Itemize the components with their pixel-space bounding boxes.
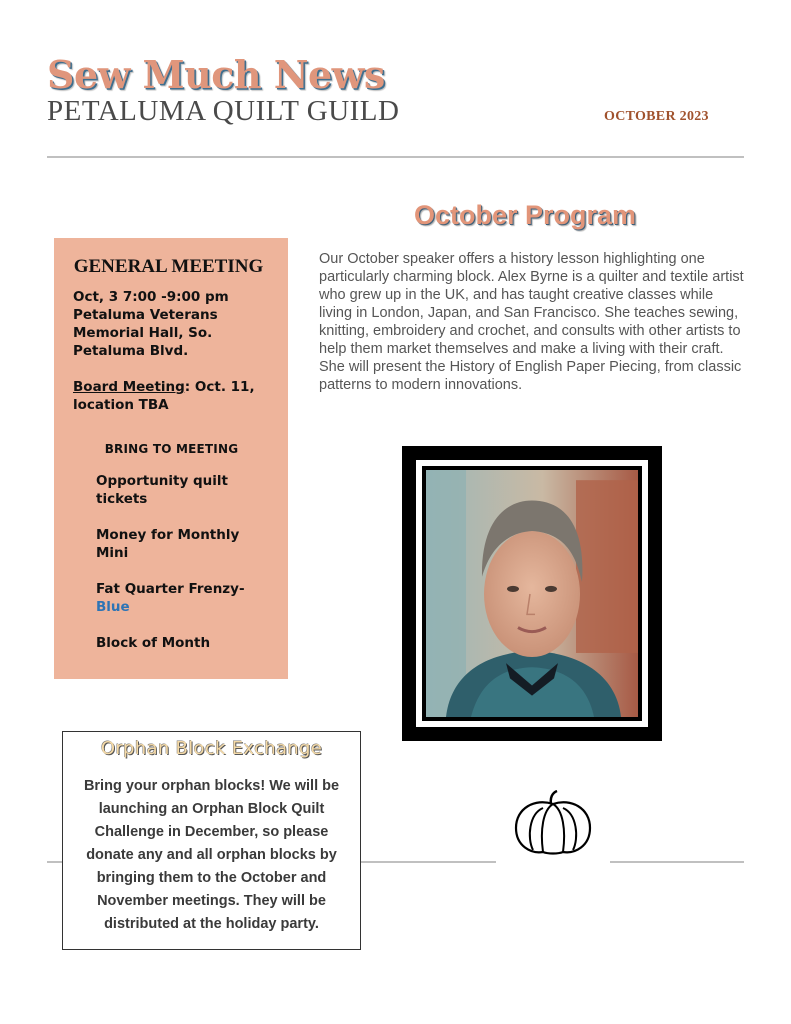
bring-list	[96, 472, 270, 652]
issue-date: OCTOBER 2023	[604, 109, 709, 124]
pumpkin-icon	[513, 790, 593, 856]
newsletter-title: Sew Much News	[47, 52, 385, 97]
board-meeting-label: Board Meeting	[73, 379, 185, 395]
orphan-block-description: Bring your orphan blocks! We will be launching an Orphan Block Quilt Challenge in December, so please donate any and all orphan blocks by bringing them to the October and November meetings. They will be distributed at the holiday party.	[83, 778, 340, 932]
header-divider	[47, 156, 744, 158]
footer-divider-left	[47, 861, 62, 863]
board-meeting-info	[73, 378, 270, 414]
general-meeting-heading: GENERAL MEETING	[73, 256, 264, 277]
orphan-block-heading: Orphan Block Exchange	[100, 738, 323, 759]
fat-quarter-label: Fat Quarter Frenzy-	[96, 581, 245, 597]
orphan-block-exchange-box	[62, 731, 361, 950]
meeting-time-location: Oct, 3 7:00 -9:00 pm Petaluma Veterans Memorial Hall, So. Petaluma Blvd.	[73, 289, 229, 359]
list-item: Block of Month	[96, 635, 211, 651]
speaker-portrait	[426, 470, 638, 717]
bring-to-meeting-heading: BRING TO MEETING	[104, 442, 239, 456]
list-item	[96, 580, 270, 616]
footer-divider-middle	[361, 861, 496, 863]
guild-name: PETALUMA QUILT GUILD	[47, 95, 400, 127]
speaker-photo-frame	[402, 446, 662, 741]
program-heading: October Program	[414, 200, 637, 230]
board-meeting-detail: : Oct. 11, location TBA	[73, 379, 255, 413]
fat-quarter-color: Blue	[96, 599, 130, 615]
list-item: Money for Monthly Mini	[96, 527, 240, 561]
program-description: Our October speaker offers a history lesson highlighting one particularly charming block. Alex Byrne is a quilter and textile artist who grew up in the UK, and has taught creative classes while living in London, Japan, and San Francisco. She teaches sewing, knitting, embroidery and crochet, and consults with other artists to help them market themselves and make a living with their craft. She will present the History of English Paper Piecing, from classic patterns to modern innovations.	[319, 251, 744, 393]
list-item: Opportunity quilt tickets	[96, 473, 228, 507]
general-meeting-sidebar	[54, 238, 288, 679]
footer-divider-right	[610, 861, 744, 863]
